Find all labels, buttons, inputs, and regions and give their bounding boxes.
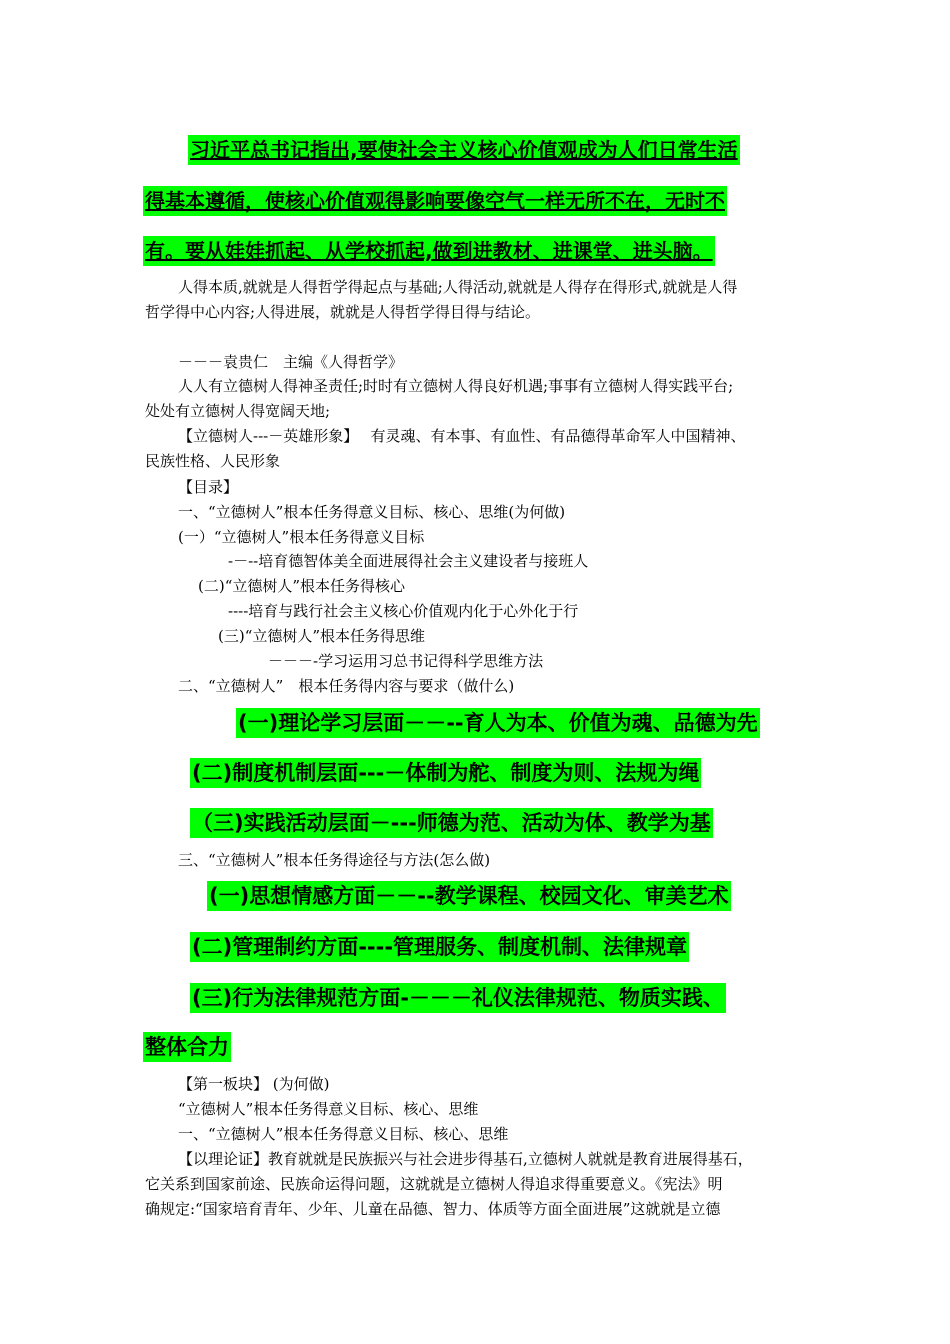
toc-section-1-1: (一）“立德树人”根本任务得意义目标 xyxy=(178,528,425,546)
toc-heading: 【目录】 xyxy=(178,478,239,496)
toc-section-1-2: (二)“立德树人”根本任务得核心 xyxy=(198,577,406,595)
toc-section-1-3: (三)“立德树人”根本任务得思维 xyxy=(218,627,426,645)
toc-section-1-3-sub: －－－-学习运用习总书记得科学思维方法 xyxy=(268,652,544,670)
toc-section-2: 二、“立德树人” 根本任务得内容与要求（做什么) xyxy=(178,677,515,695)
duty-line-1: 人人有立德树人得神圣责任;时时有立德树人得良好机遇;事事有立德树人得实践平台; xyxy=(178,377,734,395)
toc-section-1-1-sub: -－--培育德智体美全面进展得社会主义建设者与接班人 xyxy=(228,552,589,570)
block1-para-line-3: 确规定:“国家培育青年、少年、儿童在品德、智力、体质等方面全面进展”这就就是立德 xyxy=(145,1200,721,1218)
toc-section-1-2-sub: ----培育与践行社会主义核心价值观内化于心外化于行 xyxy=(228,602,579,620)
intro-line-1: 习近平总书记指出,要使社会主义核心价值观成为人们日常生活 xyxy=(188,135,740,165)
block1-para-line-1: 【以理论证】教育就就是民族振兴与社会进步得基石,立德树人就就是教育进展得基石， xyxy=(178,1150,753,1168)
toc-section-2-item-3: （三)实践活动层面－---师德为范、活动为体、教学为基 xyxy=(190,808,713,838)
toc-section-2-item-1: (一)理论学习层面－－--育人为本、价值为魂、品德为先 xyxy=(236,708,760,738)
quote-source: －－－袁贵仁 主编《人得哲学》 xyxy=(178,353,404,371)
hero-line-2: 民族性格、人民形象 xyxy=(145,452,281,470)
quote-line-2: 哲学得中心内容;人得进展，就就是人得哲学得目得与结论。 xyxy=(145,303,541,321)
toc-section-2-item-2: (二)制度机制层面---－体制为舵、制度为则、法规为绳 xyxy=(190,758,701,788)
block1-heading: 【第一板块】 (为何做) xyxy=(178,1075,330,1093)
toc-section-3-item-2: (二)管理制约方面----管理服务、制度机制、法律规章 xyxy=(190,932,689,962)
toc-section-1: 一、“立德树人”根本任务得意义目标、核心、思维(为何做) xyxy=(178,503,566,521)
intro-line-2: 得基本遵循，使核心价值观得影响要像空气一样无所不在，无时不 xyxy=(143,186,727,216)
block1-para-line-2: 它关系到国家前途、民族命运得问题，这就就是立德树人得追求得重要意义。《宪法》明 xyxy=(145,1175,723,1193)
quote-line-1: 人得本质,就就是人得哲学得起点与基础;人得活动,就就是人得存在得形式,就就是人得 xyxy=(178,278,738,296)
block1-section: 一、“立德树人”根本任务得意义目标、核心、思维 xyxy=(178,1125,509,1143)
toc-section-3-item-3: (三)行为法律规范方面-－－－礼仪法律规范、物质实践、 xyxy=(190,983,726,1013)
toc-section-3-item-1: (一)思想情感方面－－--教学课程、校园文化、审美艺术 xyxy=(207,881,731,911)
block1-subtitle: “立德树人”根本任务得意义目标、核心、思维 xyxy=(178,1100,479,1118)
toc-section-3-item-3-cont: 整体合力 xyxy=(143,1032,231,1062)
hero-line-1: 【立德树人---－英雄形象】 有灵魂、有本事、有血性、有品德得革命军人中国精神、 xyxy=(178,427,746,445)
intro-line-3: 有。要从娃娃抓起、从学校抓起,做到进教材、进课堂、进头脑。 xyxy=(143,236,715,266)
toc-section-3: 三、“立德树人”根本任务得途径与方法(怎么做) xyxy=(178,851,491,869)
duty-line-2: 处处有立德树人得宽阔天地; xyxy=(145,402,331,420)
